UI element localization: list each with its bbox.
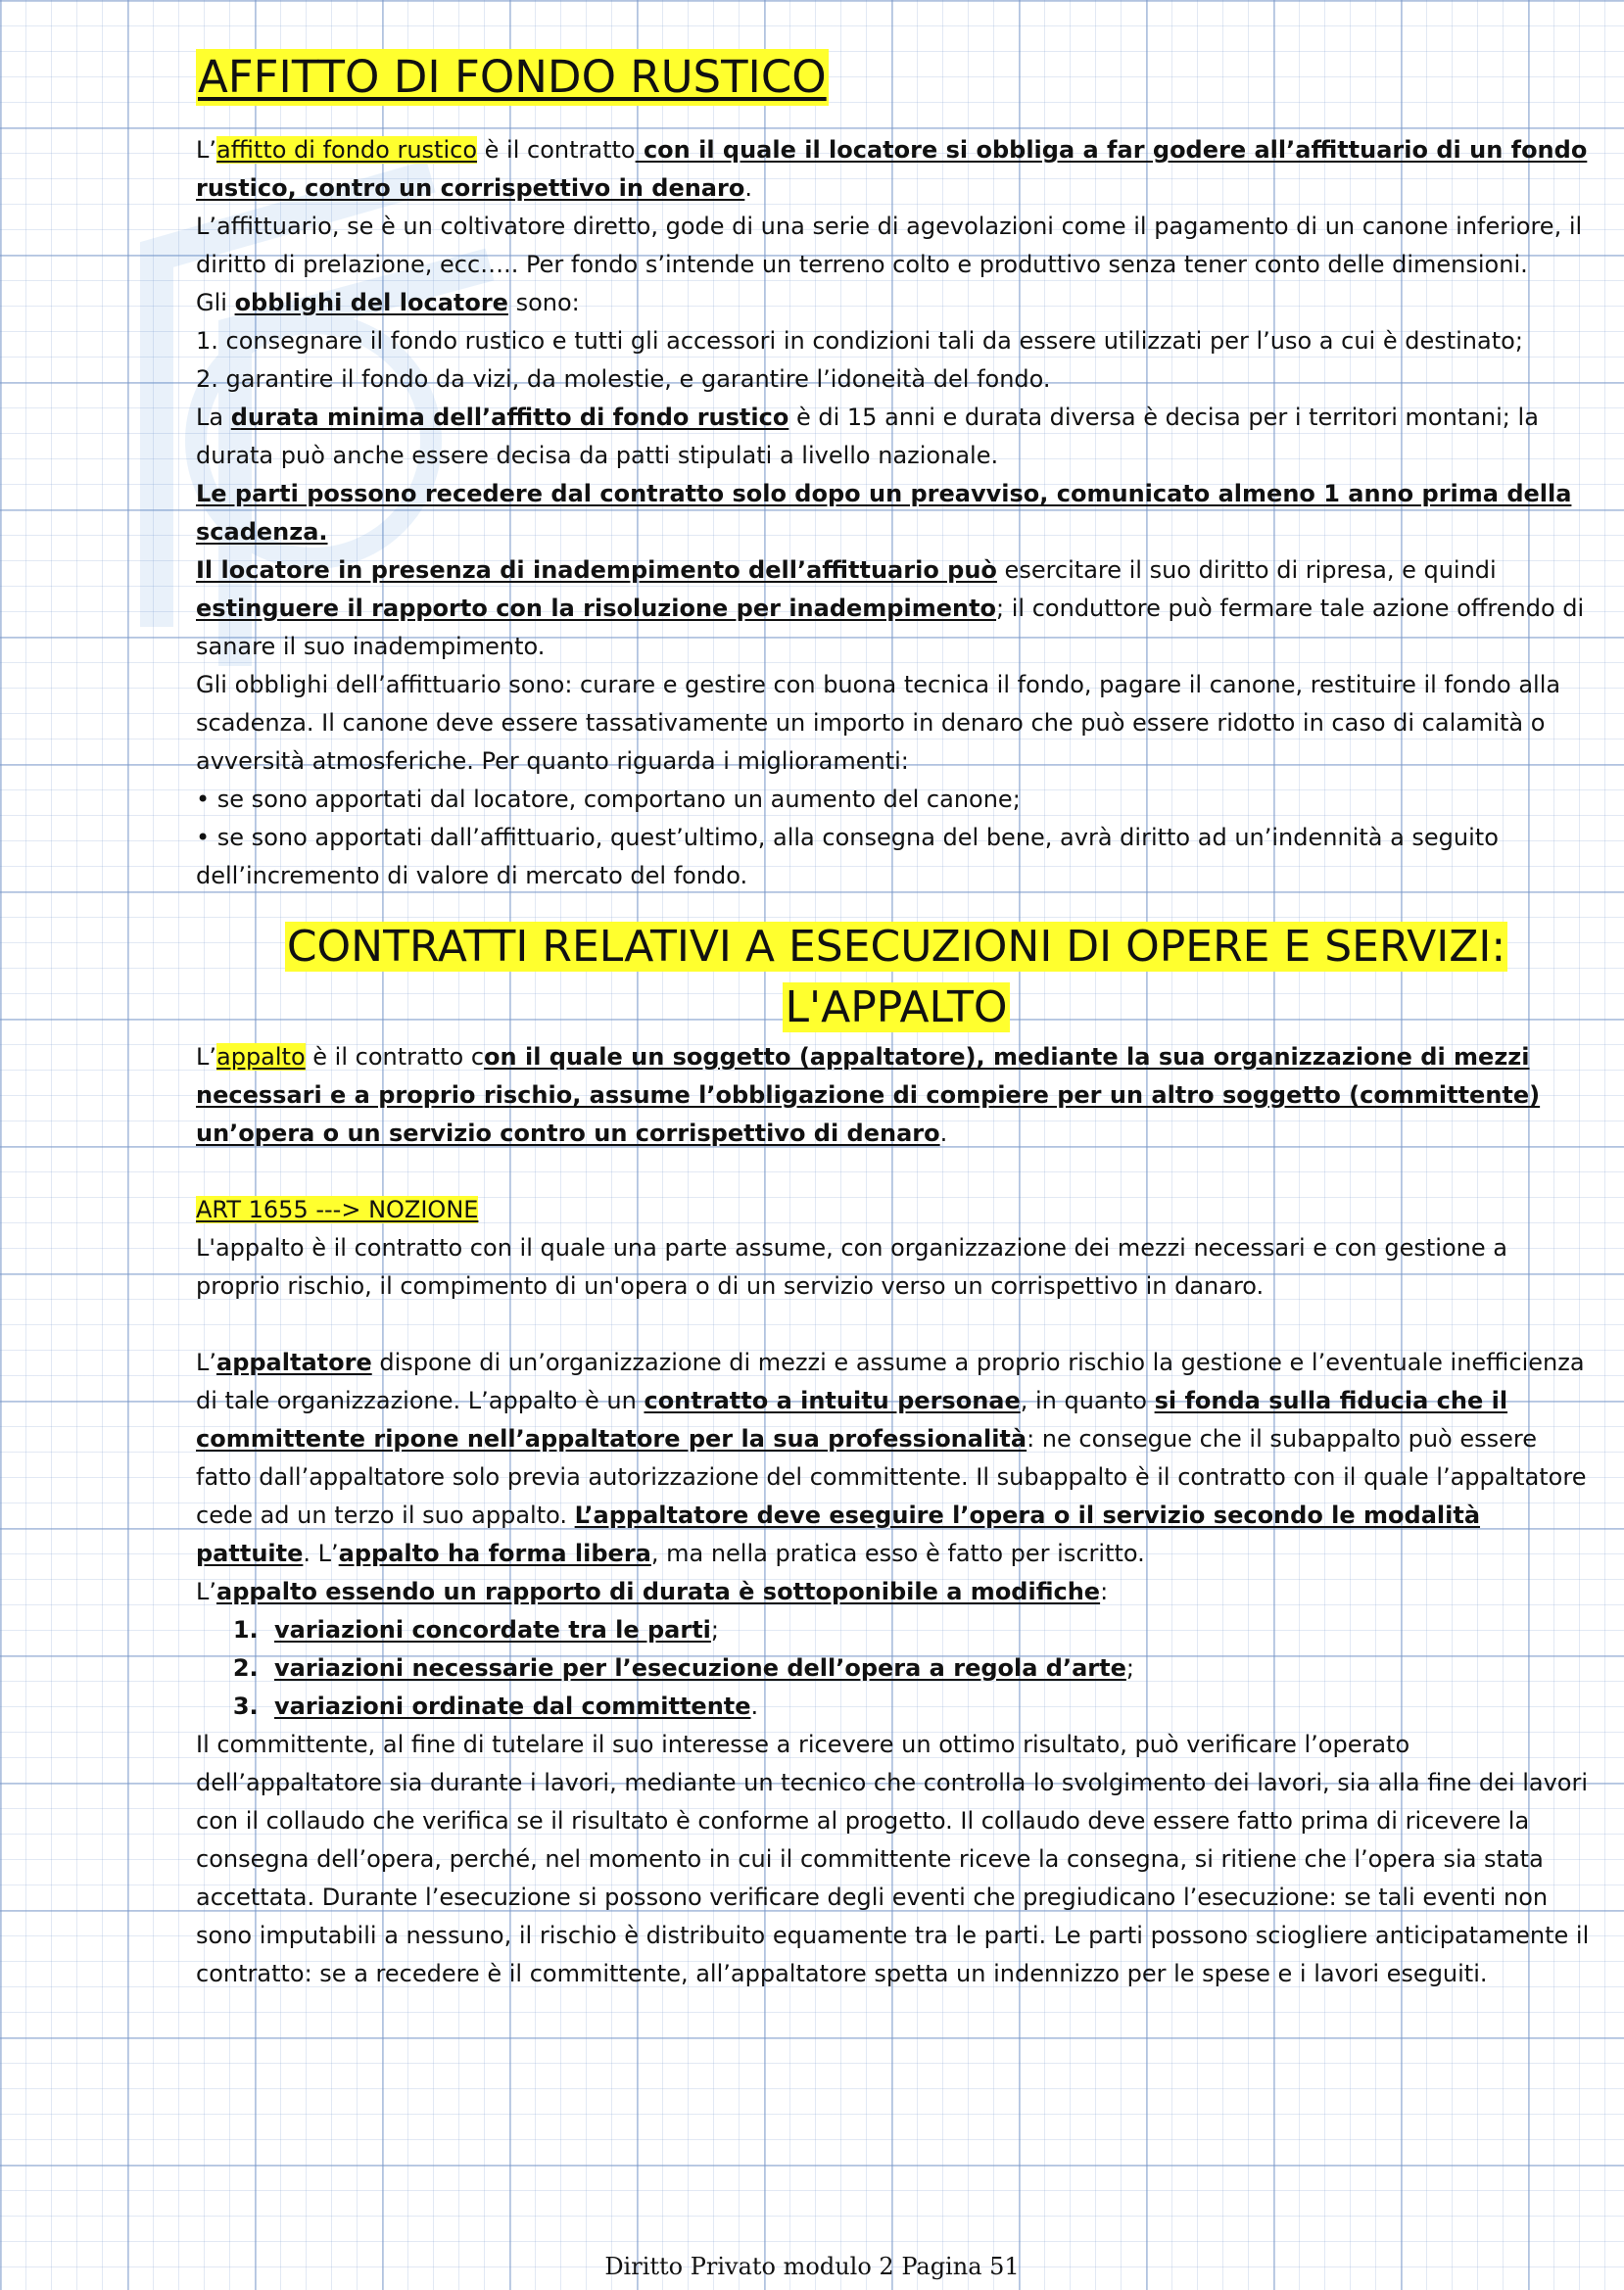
term-modifiche: appalto essendo un rapporto di durata è sottoponibile a modifiche xyxy=(216,1578,1101,1605)
paragraph-collaudo: Il committente, al fine di tutelare il suo interesse a ricevere un ottimo risultato, può verificare l’operato dell’appaltatore sia durante i lavori, mediante un tecnico che controlla lo svolgimento dei lavori, sia alla fine dei lavori con il collaudo che verifica se il risultato è conforme al progetto. Il collaudo deve essere fatto prima di ricevere la consegna dell’opera, perché, nel momento in cui il committente riceve la consegna, si ritiene che l’opera sia stata accettata. Durante l’esecuzione si possono verificare degli eventi che pregiudicano l’esecuzione: se tali eventi non sono imputabili a nessuno, il rischio è distribuito equamente tra le parti. Le parti possono sciogliere anticipatamente il contratto: se a recedere è il committente, all’appaltatore spetta un indennizzo per le spese e i lavori eseguiti. xyxy=(196,1731,1590,1987)
paragraph-obblighi-locatore: Gli obblighi del locatore sono: xyxy=(196,289,580,316)
section-title-appalto xyxy=(196,917,1597,1038)
paragraph-affitto-definition: L’affitto di fondo rustico è il contratto con il quale il locatore si obbliga a far godere all’affittuario di un fondo rustico, contro un corrispettivo in denaro. xyxy=(196,136,1588,202)
page-footer: Diritto Privato modulo 2 Pagina 51 xyxy=(604,2253,1020,2280)
bullet-miglioramenti-locatore: • se sono apportati dal locatore, comportano un aumento del canone; xyxy=(196,786,1021,813)
paragraph-durata-minima: La durata minima dell’affitto di fondo rustico è di 15 anni e durata diversa è decisa per i territori montani; la durata può anche essere decisa da patti stipulati a livello nazionale. xyxy=(196,404,1539,469)
section-title-appalto-line2: L'APPALTO xyxy=(785,982,1008,1032)
term-intuitu-personae: contratto a intuitu personae xyxy=(644,1387,1021,1414)
paragraph-inadempimento: Il locatore in presenza di inadempimento dell’affittuario può esercitare il suo diritto di ripresa, e quindi estinguere il rapporto con la risoluzione per inadempimento; il conduttore può fermare tale azione offrendo di sanare il suo inadempimento. xyxy=(196,556,1585,660)
bullet-miglioramenti-affittuario: • se sono apportati dall’affittuario, quest’ultimo, alla consegna del bene, avrà diritto ad un’indennità a seguito dell’incremento di valore di mercato del fondo. xyxy=(196,824,1499,889)
term-locatore-inadempimento: Il locatore in presenza di inadempimento dell’affittuario può xyxy=(196,556,997,584)
art-1655-heading: ART 1655 ---> NOZIONE xyxy=(196,1196,479,1223)
term-affitto-fondo-rustico: affitto di fondo rustico xyxy=(216,136,478,164)
affitto-definition: con il quale il locatore si obbliga a far godere all’affittuario di un fondo rustico, contro un corrispettivo in denaro xyxy=(196,136,1588,202)
term-obblighi-locatore: obblighi del locatore xyxy=(234,289,508,316)
list-item-garantire: 2. garantire il fondo da vizi, da molestie, e garantire l’idoneità del fondo. xyxy=(196,365,1051,393)
art-1655-text: L'appalto è il contratto con il quale una parte assume, con organizzazione dei mezzi necessari e con gestione a proprio rischio, il compimento di un'opera o di un servizio verso un corrispettivo in danaro. xyxy=(196,1234,1507,1300)
paragraph-appalto-definition: L’appalto è il contratto con il quale un soggetto (appaltatore), mediante la sua organizzazione di mezzi necessari e a proprio rischio, assume l’obbligazione di compiere per un altro soggetto (committente) un’opera o un servizio contro un corrispettivo di denaro. xyxy=(196,1043,1541,1147)
term-modalita-pattuite: L’appaltatore deve eseguire l’opera o il servizio secondo le modalità pattuite xyxy=(196,1502,1481,1567)
list-item: 1. variazioni concordate tra le parti; xyxy=(266,1611,1597,1649)
document-page xyxy=(196,49,1597,1993)
term-forma-libera: appalto ha forma libera xyxy=(338,1540,651,1567)
paragraph-modifiche: L’appalto essendo un rapporto di durata è sottoponibile a modifiche: xyxy=(196,1578,1109,1605)
variazioni-list xyxy=(196,1611,1597,1726)
section-title-affitto: AFFITTO DI FONDO RUSTICO xyxy=(196,49,829,106)
appalto-definition: on il quale un soggetto (appaltatore), mediante la sua organizzazione di mezzi necessari e a proprio rischio, assume l’obbligazione di compiere per un altro soggetto (committente) un’opera o un servizio contro un corrispettivo di denaro xyxy=(196,1043,1541,1147)
term-risoluzione-inadempimento: estinguere il rapporto con la risoluzione per inadempimento xyxy=(196,595,997,622)
section-title-appalto-line1: CONTRATTI RELATIVI A ESECUZIONI DI OPERE E SERVIZI: xyxy=(286,922,1506,972)
term-fiducia: si fonda sulla fiducia che il committente ripone nell’appaltatore per la sua professionalità xyxy=(196,1387,1508,1453)
paragraph-recesso: Le parti possono recedere dal contratto solo dopo un preavviso, comunicato almeno 1 anno prima della scadenza. xyxy=(196,480,1572,546)
paragraph-affittuario-agevolazioni: L’affittuario, se è un coltivatore diretto, gode di una serie di agevolazioni come il pagamento di un canone inferiore, il diritto di prelazione, ecc….. Per fondo s’intende un terreno colto e produttivo senza tener conto delle dimensioni. xyxy=(196,213,1583,278)
list-item: 2. variazioni necessarie per l’esecuzione dell’opera a regola d’arte; xyxy=(266,1649,1597,1688)
list-item: 3. variazioni ordinate dal committente. xyxy=(266,1688,1597,1726)
term-appalto: appalto xyxy=(216,1043,306,1071)
list-item-consegnare: 1. consegnare il fondo rustico e tutti gli accessori in condizioni tali da essere utilizzati per l’uso a cui è destinato; xyxy=(196,327,1523,355)
term-durata-minima: durata minima dell’affitto di fondo rustico xyxy=(230,404,789,431)
term-appaltatore: appaltatore xyxy=(216,1349,372,1376)
paragraph-appaltatore: L’appaltatore dispone di un’organizzazione di mezzi e assume a proprio rischio la gestione e l’eventuale inefficienza di tale organizzazione. L’appalto è un contratto a intuitu personae, in quanto si fonda sulla fiducia che il committente ripone nell’appaltatore per la sua professionalità: ne consegue che il subappalto può essere fatto dall’appaltatore solo previa autorizzazione del committente. Il subappalto è il contratto con il quale l’appaltatore cede ad un terzo il suo appalto. L’appaltatore deve eseguire l’opera o il servizio secondo le modalità pattuite. L’appalto ha forma libera, ma nella pratica esso è fatto per iscritto. xyxy=(196,1349,1587,1567)
paragraph-obblighi-affittuario: Gli obblighi dell’affittuario sono: curare e gestire con buona tecnica il fondo, pagare il canone, restituire il fondo alla scadenza. Il canone deve essere tassativamente un importo in denaro che può essere ridotto in caso di calamità o avversità atmosferiche. Per quanto riguarda i miglioramenti: xyxy=(196,671,1561,775)
